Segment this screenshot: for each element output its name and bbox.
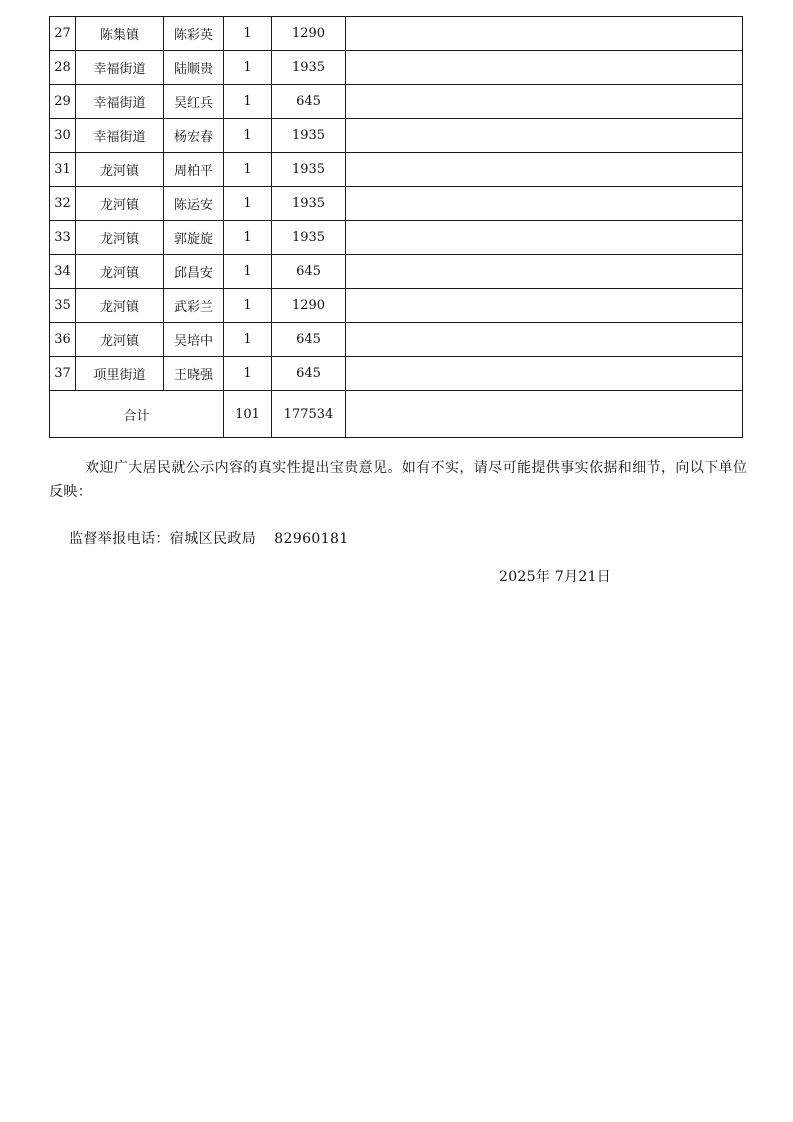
total-note bbox=[346, 391, 743, 438]
cell-count: 1 bbox=[224, 357, 272, 391]
cell-count: 1 bbox=[224, 119, 272, 153]
cell-amount: 645 bbox=[272, 323, 346, 357]
cell-no: 29 bbox=[50, 85, 76, 119]
cell-name: 周柏平 bbox=[164, 153, 224, 187]
cell-no: 28 bbox=[50, 51, 76, 85]
cell-name: 陆顺贵 bbox=[164, 51, 224, 85]
cell-no: 35 bbox=[50, 289, 76, 323]
cell-name: 王晓强 bbox=[164, 357, 224, 391]
cell-note bbox=[346, 17, 743, 51]
cell-town: 龙河镇 bbox=[76, 255, 164, 289]
table-row bbox=[50, 119, 743, 153]
cell-count: 1 bbox=[224, 51, 272, 85]
roster-table-body bbox=[50, 17, 743, 438]
cell-amount: 1290 bbox=[272, 289, 346, 323]
table-row bbox=[50, 221, 743, 255]
cell-name: 郭旋旋 bbox=[164, 221, 224, 255]
cell-name: 邱昌安 bbox=[164, 255, 224, 289]
table-row bbox=[50, 51, 743, 85]
cell-count: 1 bbox=[224, 289, 272, 323]
cell-no: 31 bbox=[50, 153, 76, 187]
table-row bbox=[50, 17, 743, 51]
cell-no: 36 bbox=[50, 323, 76, 357]
table-row bbox=[50, 323, 743, 357]
table-row bbox=[50, 289, 743, 323]
cell-no: 33 bbox=[50, 221, 76, 255]
roster-table bbox=[49, 16, 743, 438]
table-row bbox=[50, 187, 743, 221]
hotline-line bbox=[69, 528, 349, 548]
cell-note bbox=[346, 221, 743, 255]
notice-paragraph: 欢迎广大居民就公示内容的真实性提出宝贵意见。如有不实，请尽可能提供事实依据和细节，向以下单位反映： bbox=[49, 460, 748, 500]
table-row bbox=[50, 153, 743, 187]
cell-name: 陈运安 bbox=[164, 187, 224, 221]
cell-count: 1 bbox=[224, 255, 272, 289]
cell-count: 1 bbox=[224, 153, 272, 187]
cell-note bbox=[346, 357, 743, 391]
hotline-label: 监督举报电话：宿城区民政局 bbox=[69, 531, 257, 547]
table-row bbox=[50, 357, 743, 391]
cell-note bbox=[346, 51, 743, 85]
cell-count: 1 bbox=[224, 221, 272, 255]
cell-town: 龙河镇 bbox=[76, 289, 164, 323]
cell-town: 龙河镇 bbox=[76, 323, 164, 357]
cell-town: 龙河镇 bbox=[76, 187, 164, 221]
cell-note bbox=[346, 85, 743, 119]
cell-amount: 645 bbox=[272, 85, 346, 119]
cell-town: 幸福街道 bbox=[76, 51, 164, 85]
publish-date: 2025年 7月21日 bbox=[499, 569, 612, 585]
cell-note bbox=[346, 323, 743, 357]
cell-count: 1 bbox=[224, 187, 272, 221]
cell-town: 项里街道 bbox=[76, 357, 164, 391]
cell-no: 32 bbox=[50, 187, 76, 221]
cell-note bbox=[346, 289, 743, 323]
cell-amount: 1935 bbox=[272, 51, 346, 85]
cell-amount: 1935 bbox=[272, 119, 346, 153]
cell-note bbox=[346, 153, 743, 187]
cell-amount: 1935 bbox=[272, 221, 346, 255]
cell-amount: 1290 bbox=[272, 17, 346, 51]
cell-amount: 645 bbox=[272, 357, 346, 391]
total-amount: 177534 bbox=[272, 391, 346, 438]
table-row bbox=[50, 85, 743, 119]
cell-town: 幸福街道 bbox=[76, 85, 164, 119]
cell-count: 1 bbox=[224, 17, 272, 51]
cell-amount: 1935 bbox=[272, 153, 346, 187]
cell-amount: 1935 bbox=[272, 187, 346, 221]
cell-no: 27 bbox=[50, 17, 76, 51]
cell-name: 杨宏春 bbox=[164, 119, 224, 153]
cell-town: 陈集镇 bbox=[76, 17, 164, 51]
cell-name: 吴红兵 bbox=[164, 85, 224, 119]
cell-name: 陈彩英 bbox=[164, 17, 224, 51]
hotline-number: 82960181 bbox=[274, 531, 349, 547]
cell-town: 龙河镇 bbox=[76, 221, 164, 255]
cell-town: 幸福街道 bbox=[76, 119, 164, 153]
cell-note bbox=[346, 119, 743, 153]
total-row bbox=[50, 391, 743, 438]
cell-amount: 645 bbox=[272, 255, 346, 289]
total-label: 合计 bbox=[50, 391, 224, 438]
cell-note bbox=[346, 187, 743, 221]
cell-note bbox=[346, 255, 743, 289]
total-count: 101 bbox=[224, 391, 272, 438]
cell-count: 1 bbox=[224, 85, 272, 119]
cell-no: 37 bbox=[50, 357, 76, 391]
cell-no: 30 bbox=[50, 119, 76, 153]
cell-name: 吴培中 bbox=[164, 323, 224, 357]
cell-count: 1 bbox=[224, 323, 272, 357]
cell-no: 34 bbox=[50, 255, 76, 289]
cell-name: 武彩兰 bbox=[164, 289, 224, 323]
cell-town: 龙河镇 bbox=[76, 153, 164, 187]
table-row bbox=[50, 255, 743, 289]
